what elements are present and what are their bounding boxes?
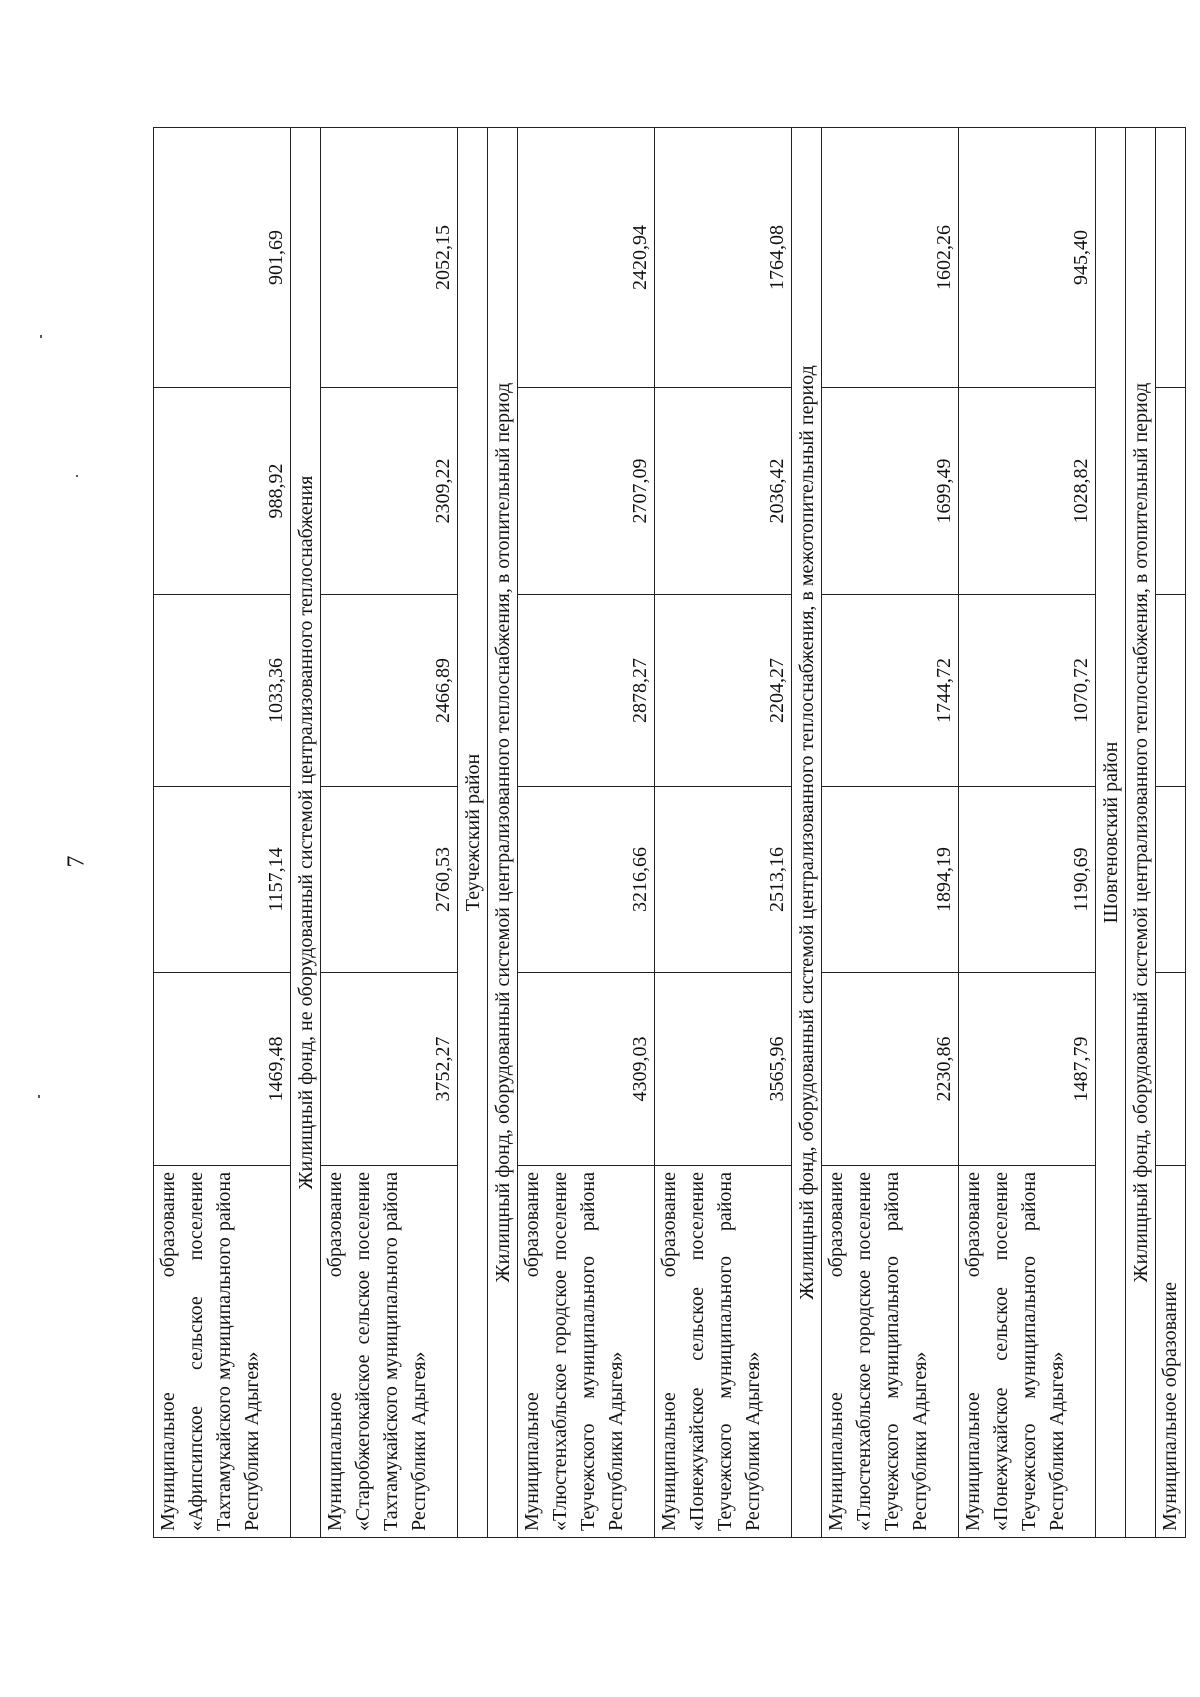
municipality-name: Муниципальное образование «Понежукайское сельское поселение Теучежского муниципального района Республики Адыгея» bbox=[655, 1166, 792, 1538]
value-cell: 1469,48 bbox=[154, 973, 291, 1166]
section-header: Жилищный фонд, оборудованный системой централизованного теплоснабжения, в межотопительный период bbox=[792, 128, 822, 1538]
value-cell: 901,69 bbox=[154, 128, 291, 388]
table-row bbox=[518, 128, 655, 1538]
value-cell bbox=[1156, 388, 1186, 595]
table-row bbox=[321, 128, 458, 1538]
value-cell: 1190,69 bbox=[959, 787, 1096, 973]
value-cell bbox=[1156, 128, 1186, 388]
scan-speck bbox=[40, 335, 42, 338]
municipality-name: Муниципальное образование «Старобжегокайское сельское поселение Тахтамукайского муниципального района Республики Адыгея» bbox=[321, 1166, 458, 1538]
section-header: Жилищный фонд, оборудованный системой централизованного теплоснабжения, в отопительный период bbox=[488, 128, 518, 1538]
value-cell: 2878,27 bbox=[518, 595, 655, 787]
value-cell: 1028,82 bbox=[959, 388, 1096, 595]
value-cell: 1157,14 bbox=[154, 787, 291, 973]
value-cell: 2036,42 bbox=[655, 388, 792, 595]
section-header-row bbox=[792, 128, 822, 1538]
value-cell: 4309,03 bbox=[518, 973, 655, 1166]
scan-speck bbox=[38, 1095, 40, 1098]
municipality-name: Муниципальное образование «Тлюстенхабльское городское поселение Теучежского муниципального района Республики Адыгея» bbox=[518, 1166, 655, 1538]
municipality-name: Муниципальное образование «Афипсипское сельское поселение Тахтамукайского муниципального района Республики Адыгея» bbox=[154, 1166, 291, 1538]
district-header-row bbox=[458, 128, 488, 1538]
value-cell: 945,40 bbox=[959, 128, 1096, 388]
value-cell: 2420,94 bbox=[518, 128, 655, 388]
page-number: 7 bbox=[63, 855, 90, 868]
value-cell: 1070,72 bbox=[959, 595, 1096, 787]
section-header: Жилищный фонд, не оборудованный системой централизованного теплоснабжения bbox=[291, 128, 321, 1538]
value-cell: 1487,79 bbox=[959, 973, 1096, 1166]
value-cell: 2760,53 bbox=[321, 787, 458, 973]
municipality-name: Муниципальное образование «Понежукайское сельское поселение Теучежского муниципального района Республики Адыгея» bbox=[959, 1166, 1096, 1538]
table-row bbox=[1156, 128, 1186, 1538]
value-cell: 2707,09 bbox=[518, 388, 655, 595]
value-cell: 2230,86 bbox=[822, 973, 959, 1166]
value-cell: 2204,27 bbox=[655, 595, 792, 787]
value-cell: 2309,22 bbox=[321, 388, 458, 595]
value-cell: 1894,19 bbox=[822, 787, 959, 973]
value-cell: 1033,36 bbox=[154, 595, 291, 787]
value-cell: 3565,96 bbox=[655, 973, 792, 1166]
value-cell: 3752,27 bbox=[321, 973, 458, 1166]
section-header-row bbox=[488, 128, 518, 1538]
district-header-row bbox=[1096, 128, 1126, 1538]
district-header: Теучежский район bbox=[458, 128, 488, 1538]
rotated-table-wrapper bbox=[153, 128, 1181, 1538]
value-cell: 988,92 bbox=[154, 388, 291, 595]
value-cell: 1699,49 bbox=[822, 388, 959, 595]
section-header-row bbox=[1126, 128, 1156, 1538]
section-header-row bbox=[291, 128, 321, 1538]
value-cell: 1602,26 bbox=[822, 128, 959, 388]
table-row bbox=[655, 128, 792, 1538]
tariff-table bbox=[153, 127, 1186, 1538]
value-cell: 2052,15 bbox=[321, 128, 458, 388]
value-cell: 1744,72 bbox=[822, 595, 959, 787]
section-header: Жилищный фонд, оборудованный системой централизованного теплоснабжения, в отопительный период bbox=[1126, 128, 1156, 1538]
value-cell: 3216,66 bbox=[518, 787, 655, 973]
municipality-name: Муниципальное образование bbox=[1156, 1166, 1186, 1538]
value-cell: 2513,16 bbox=[655, 787, 792, 973]
value-cell: 1764,08 bbox=[655, 128, 792, 388]
value-cell: 2466,89 bbox=[321, 595, 458, 787]
table-row bbox=[959, 128, 1096, 1538]
district-header: Шовгеновский район bbox=[1096, 128, 1126, 1538]
value-cell bbox=[1156, 973, 1186, 1166]
scan-speck bbox=[76, 475, 78, 477]
value-cell bbox=[1156, 787, 1186, 973]
municipality-name: Муниципальное образование «Тлюстенхабльское городское поселение Теучежского муниципального района Республики Адыгея» bbox=[822, 1166, 959, 1538]
table-row bbox=[154, 128, 291, 1538]
table-row bbox=[822, 128, 959, 1538]
value-cell bbox=[1156, 595, 1186, 787]
